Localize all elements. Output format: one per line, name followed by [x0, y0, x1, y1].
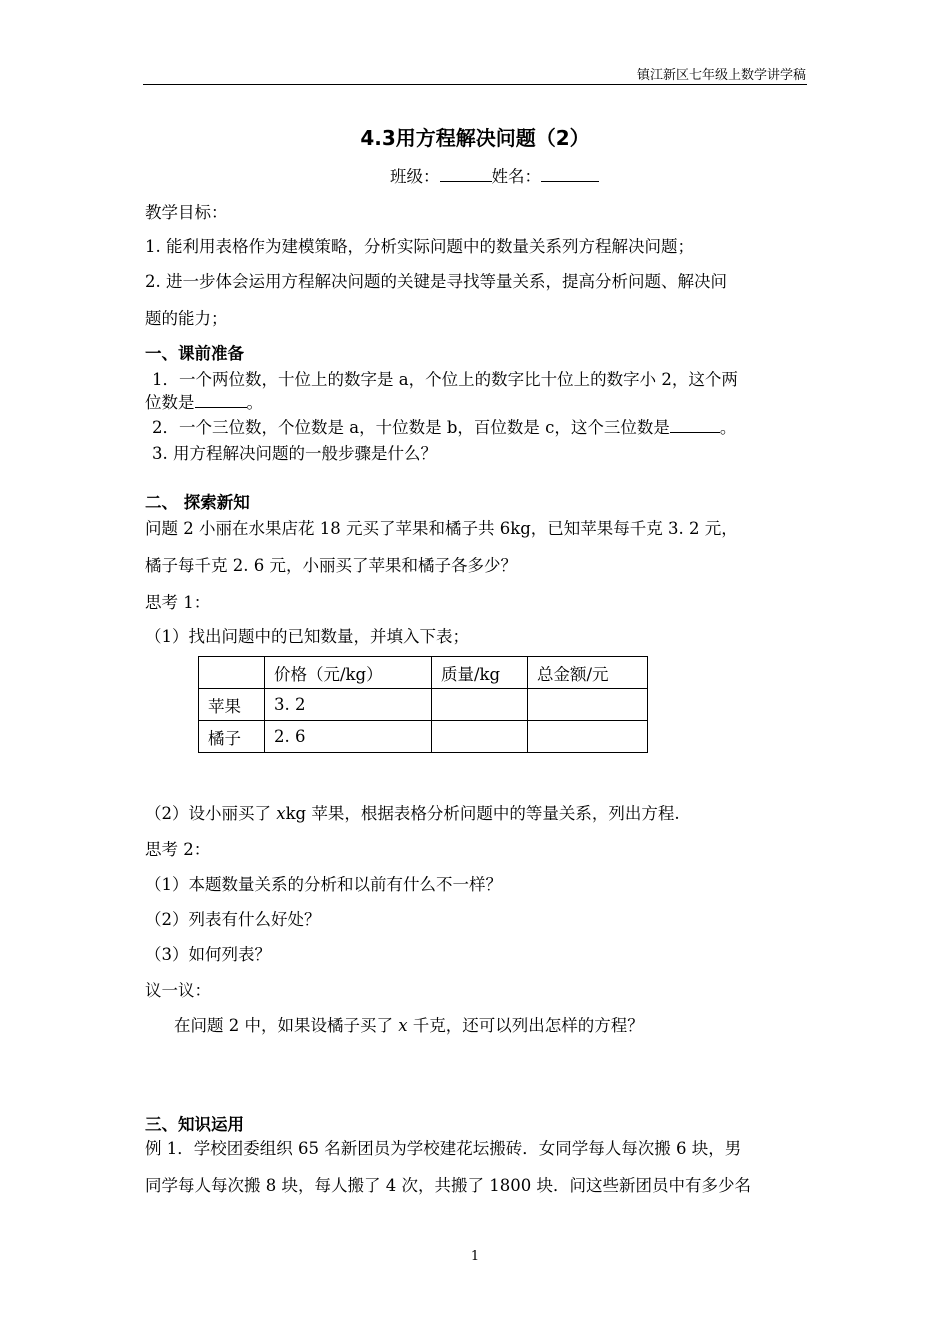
q1-answer-blank[interactable]: [195, 391, 247, 409]
think1-q1: （1）找出问题中的已知数量，并填入下表；: [145, 627, 469, 646]
known-quantities-table: [198, 656, 648, 753]
prep-q2: 2．一个三位数，个位数是 a，十位数是 b，百位数是 c，这个三位数是 。: [152, 414, 736, 438]
think1-heading: 思考 1：: [145, 593, 211, 612]
student-info: [390, 163, 599, 187]
prep-q1-line1: 1．一个两位数，十位上的数字是 a，个位上的数字比十位上的数字小 2，这个两: [152, 370, 738, 389]
table-row: [199, 721, 648, 753]
class-label: 班级：: [390, 167, 440, 186]
objective-2-line1: 2. 进一步体会运用方程解决问题的关键是寻找等量关系，提高分析问题、解决问: [145, 272, 727, 291]
discuss-heading: 议一议：: [145, 981, 211, 1000]
table-header-row: [199, 657, 648, 689]
think2-q2: （2）列表有什么好处？: [145, 910, 321, 929]
table-cell: 3. 2: [265, 689, 432, 721]
think1-q2: （2）设小丽买了 xkg 苹果，根据表格分析问题中的等量关系，列出方程.: [145, 804, 680, 823]
name-label: 姓名：: [491, 167, 541, 186]
discuss-question: 在问题 2 中，如果设橘子买了 x 千克，还可以列出怎样的方程？: [174, 1016, 644, 1035]
q2-answer-blank[interactable]: [670, 416, 720, 434]
section2-heading: 二、 探索新知: [145, 493, 250, 512]
page-number: 1: [470, 1249, 480, 1264]
page-title: 4.3用方程解决问题（2）: [360, 126, 590, 150]
section3-heading: 三、知识运用: [145, 1115, 244, 1134]
think2-q1: （1）本题数量关系的分析和以前有什么不一样？: [145, 875, 502, 894]
objective-2-line2: 题的能力；: [145, 309, 228, 328]
table-header-cell: 总金额/元: [528, 657, 648, 689]
example1-line2: 同学每人每次搬 8 块，每人搬了 4 次，共搬了 1800 块．问这些新团员中有多少名: [145, 1176, 751, 1195]
problem2-line2: 橘子每千克 2. 6 元，小丽买了苹果和橘子各多少？: [145, 556, 517, 575]
table-header-cell: 质量/kg: [432, 657, 528, 689]
running-header: 镇江新区七年级上数学讲学稿: [636, 68, 806, 83]
prep-q1-line2: 位数是 。: [145, 389, 263, 413]
table-header-cell: 价格（元/kg）: [265, 657, 432, 689]
table-header-cell: [199, 657, 265, 689]
problem2-line1: 问题 2 小丽在水果店花 18 元买了苹果和橘子共 6kg，已知苹果每千克 3. 2 元，: [145, 519, 738, 538]
table-cell: 苹果: [199, 689, 265, 721]
example1-line1: 例 1．学校团委组织 65 名新团员为学校建花坛搬砖．女同学每人每次搬 6 块，男: [145, 1139, 742, 1158]
objectives-heading: 教学目标：: [145, 203, 228, 222]
table-row: [199, 689, 648, 721]
prep-q3: 3. 用方程解决问题的一般步骤是什么？: [152, 444, 437, 463]
objective-1: 1. 能利用表格作为建模策略，分析实际问题中的数量关系列方程解决问题；: [145, 237, 694, 256]
class-blank[interactable]: [440, 165, 492, 183]
think2-heading: 思考 2：: [145, 840, 211, 859]
name-blank[interactable]: [541, 165, 599, 183]
table-input-cell[interactable]: [432, 721, 528, 753]
header-rule: [143, 84, 807, 85]
section1-heading: 一、课前准备: [145, 344, 244, 363]
table-cell: 橘子: [199, 721, 265, 753]
table-cell: 2. 6: [265, 721, 432, 753]
think2-q3: （3）如何列表？: [145, 945, 271, 964]
table-input-cell[interactable]: [528, 689, 648, 721]
table-input-cell[interactable]: [528, 721, 648, 753]
table-input-cell[interactable]: [432, 689, 528, 721]
